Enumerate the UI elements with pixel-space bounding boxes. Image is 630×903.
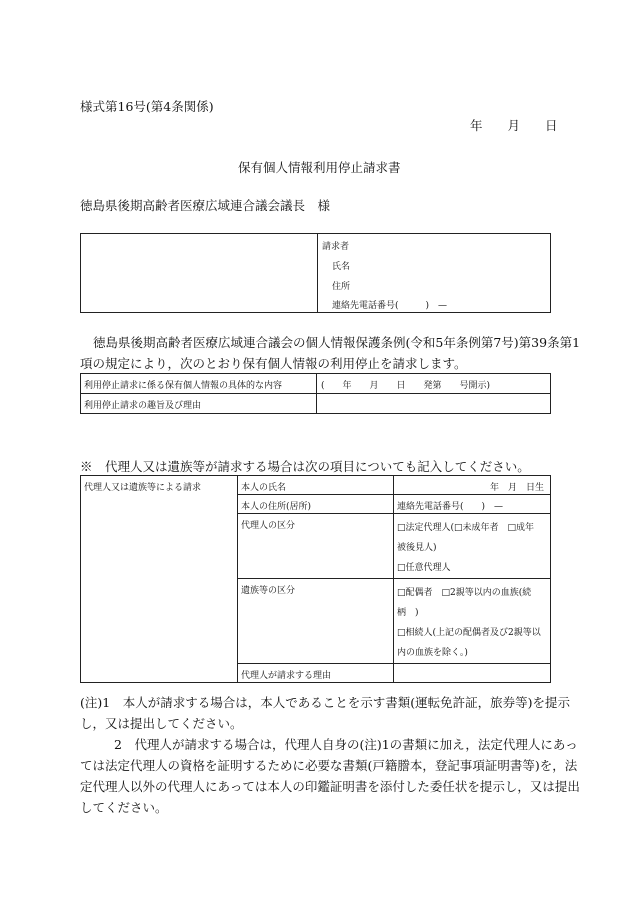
note1-line1: (注)1 本人が請求する場合は，本人であることを示す書類(運転免許証，旅券等)を提示 — [80, 695, 570, 710]
principal-name-label-cell — [238, 476, 394, 495]
agent-side-label: 代理人又は遺族等による請求 — [84, 483, 202, 493]
requester-box — [80, 233, 551, 313]
contact-phone-cell[interactable] — [394, 495, 551, 514]
agent-note: ※ 代理人又は遺族等が請求する場合は次の項目についても記入してください。 — [80, 459, 530, 474]
request-content-value: ( 年 月 日 発第 号開示) — [321, 381, 491, 391]
note2-line3: 定代理人以外の代理人にあっては本人の印鑑証明書を添付した委任状を提示し，又は提出 — [80, 779, 580, 794]
body-paragraph — [80, 332, 580, 374]
notes — [80, 692, 580, 818]
bereaved-relation-field[interactable]: 柄 ) — [397, 608, 419, 618]
principal-address-label: 本人の住所(居所) — [241, 502, 312, 512]
page-title: 保有個人情報利用停止請求書 — [238, 160, 401, 175]
request-reason-label: 利用停止請求の趣旨及び理由 — [84, 401, 202, 411]
requester-heading: 請求者 — [322, 242, 350, 252]
principal-address-label-cell — [238, 495, 394, 514]
agent-table — [80, 475, 551, 683]
principal-birthdate: 年 月 日生 — [489, 483, 544, 493]
agent-type-voluntary-checkbox[interactable]: □任意代理人 — [397, 563, 451, 573]
addressee: 徳島県後期高齢者医療広域連合議会議長 様 — [80, 198, 331, 213]
bereaved-heir-checkbox[interactable]: □相続人(上記の配偶者及び2親等以 — [397, 628, 541, 638]
note1-line2: し，又は提出してください。 — [80, 716, 243, 731]
requester-address-label: 住所 — [332, 282, 351, 292]
body-line-2: 項の規定により，次のとおり保有個人情報の利用停止を請求します。 — [80, 356, 467, 371]
note2-line4: してください。 — [80, 800, 168, 815]
requester-name-label: 氏名 — [332, 262, 351, 272]
agent-type-legal-cont: 被後見人) — [397, 543, 437, 553]
bereaved-type-label-cell — [238, 579, 394, 664]
request-reason-label-cell — [81, 394, 317, 414]
date-line: 年 月 日 — [470, 118, 558, 133]
form-number: 様式第16号(第4条関係) — [80, 99, 214, 114]
request-content-value-cell[interactable] — [317, 374, 551, 394]
agent-reason-label-cell — [238, 664, 394, 683]
agent-type-label-cell — [238, 514, 394, 579]
note2-line2: ては法定代理人の資格を証明するために必要な書類(戸籍謄本，登記事項証明書等)を，法 — [80, 758, 578, 773]
contact-phone: 連絡先電話番号( ) — — [397, 502, 504, 512]
agent-side-cell — [81, 476, 238, 683]
request-reason-value-cell[interactable] — [317, 394, 551, 414]
principal-name-label: 本人の氏名 — [241, 483, 287, 493]
request-table — [80, 373, 551, 414]
agent-type-legal-checkbox[interactable]: □法定代理人(□未成年者 □成年 — [397, 523, 535, 533]
agent-reason-value-cell[interactable] — [394, 664, 551, 683]
agent-reason-label: 代理人が請求する理由 — [241, 671, 332, 681]
bereaved-type-options-cell — [394, 579, 551, 664]
bereaved-spouse-relative-checkbox[interactable]: □配偶者 □2親等以内の血族(続 — [397, 588, 532, 598]
requester-blank-cell[interactable] — [81, 234, 318, 313]
agent-type-options-cell — [394, 514, 551, 579]
request-content-label: 利用停止請求に係る保有個人情報の具体的な内容 — [84, 381, 283, 391]
agent-type-label: 代理人の区分 — [241, 521, 296, 531]
bereaved-type-label: 遺族等の区分 — [241, 586, 296, 596]
request-content-label-cell — [81, 374, 317, 394]
bereaved-heir-cont: 内の血族を除く。) — [397, 648, 468, 658]
principal-birthdate-cell[interactable] — [394, 476, 551, 495]
body-line-1: 徳島県後期高齢者医療広域連合議会の個人情報保護条例(令和5年条例第7号)第39条第1 — [93, 335, 581, 350]
requester-phone-label: 連絡先電話番号( ) — — [332, 301, 448, 311]
note2-line1: 2 代理人が請求する場合は，代理人自身の(注)1の書類に加え，法定代理人にあっ — [114, 737, 578, 752]
requester-info-cell — [318, 234, 551, 313]
